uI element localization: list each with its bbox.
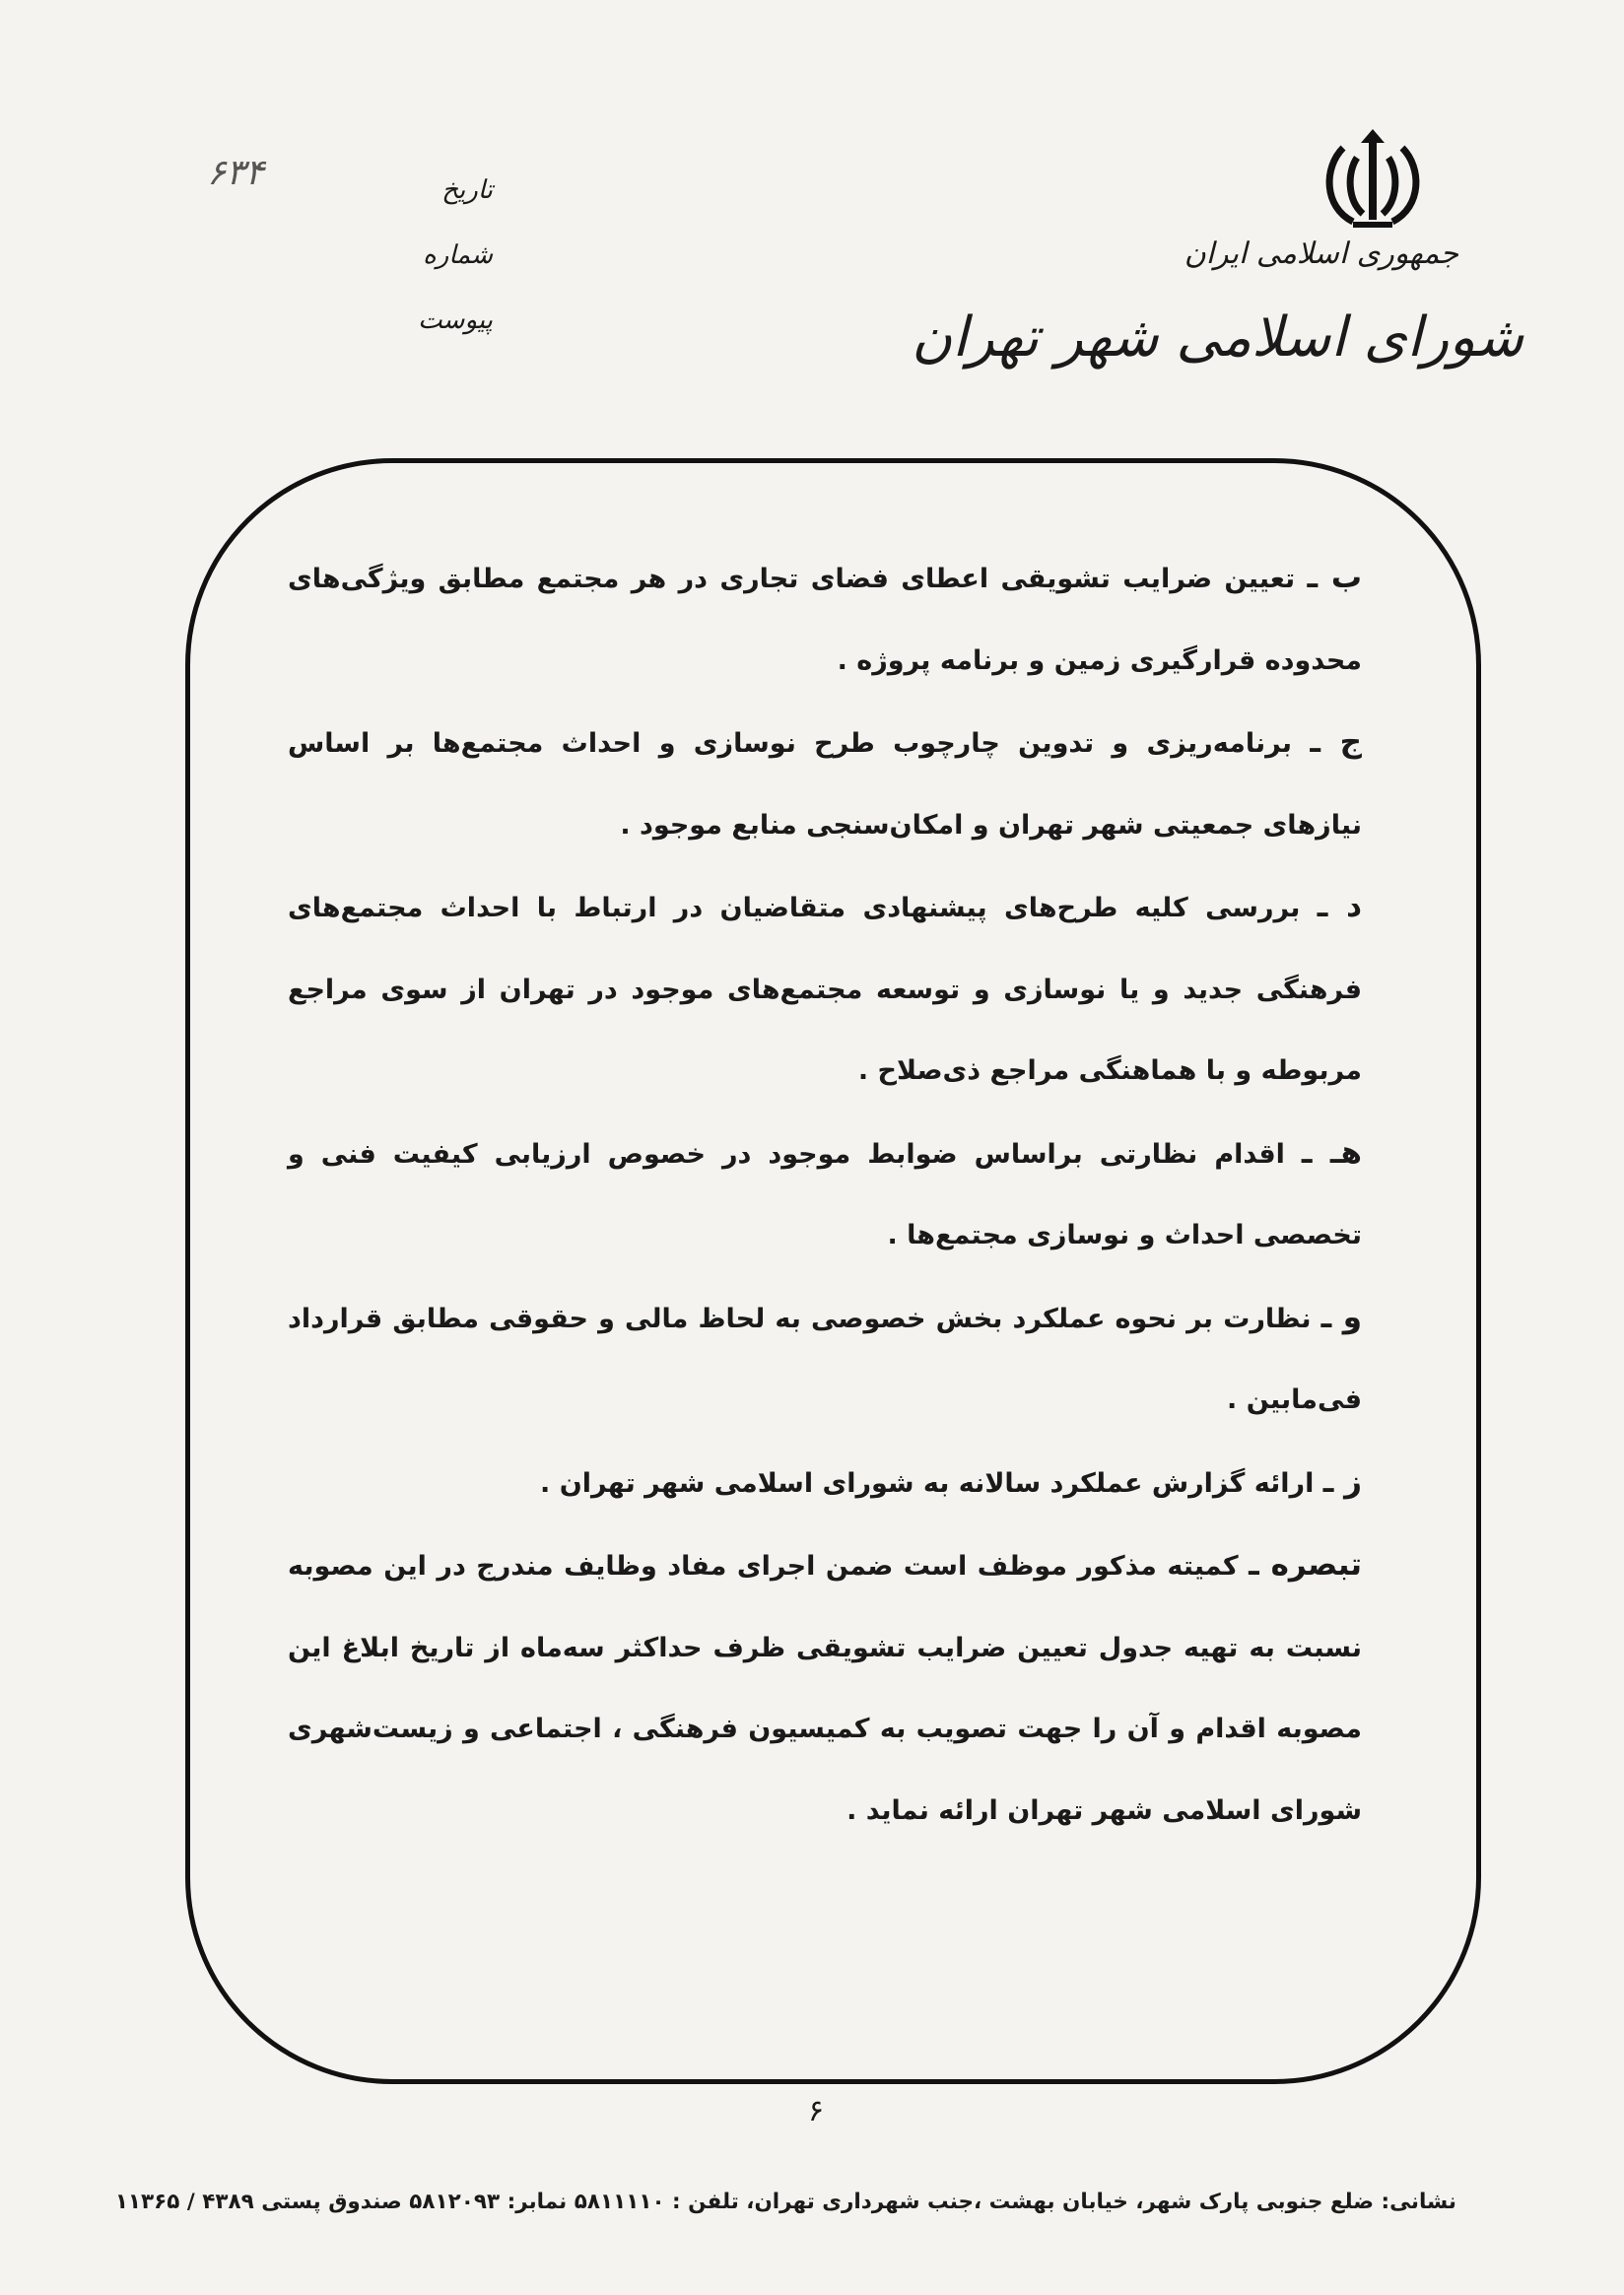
clause-text: تعیین ضرایب تشویقی اعطای فضای تجاری در هر مجتمع مطابق ویژگی‌های محدوده قرارگیری زمین و برنامه پروژه . <box>288 564 1362 676</box>
attachment-label: پیوست <box>418 305 493 335</box>
handwritten-number: ۶۳۴ <box>207 153 265 193</box>
clause-j <box>288 702 1362 866</box>
country-name: جمهوری اسلامی ایران <box>1184 236 1458 271</box>
clause-marker: هـ ـ <box>1301 1134 1362 1171</box>
clause-marker: و ـ <box>1320 1299 1362 1335</box>
clause-marker: ز ـ <box>1322 1463 1362 1500</box>
clause-text: ارائه گزارش عملکرد سالانه به شورای اسلامی شهر تهران . <box>540 1467 1323 1499</box>
clause-text: نظارت بر نحوه عملکرد بخش خصوصی به لحاظ مالی و حقوقی مطابق قرارداد فی‌مابین . <box>288 1303 1362 1415</box>
clause-h <box>288 1113 1362 1277</box>
clause-marker: د ـ <box>1317 889 1363 924</box>
clause-text: کمیته مذکور موظف است ضمن اجرای مفاد وظایف مندرج در این مصوبه نسبت به تهیه جدول تعیین ضرایب تشویقی ظرف حداکثر سه‌ماه از تاریخ ابلاغ این مصوبه اقدام و آن را جهت تصویب به کمیسیون فرهنگی ، اجتماعی و زیست‌شهری شورای اسلامی شهر تهران ارائه نماید . <box>288 1551 1362 1826</box>
clause-v <box>288 1277 1362 1442</box>
clause-marker: تبصره ـ <box>1249 1547 1362 1583</box>
iran-emblem-icon <box>1314 123 1432 241</box>
clause-text: برنامه‌ریزی و تدوین چارچوب طرح نوسازی و احداث مجتمع‌ها بر اساس نیازهای جمعیتی شهر تهران و امکان‌سنجی منابع موجود . <box>288 728 1362 841</box>
page-number: ۶ <box>808 2094 825 2128</box>
clause-text: اقدام نظارتی براساس ضوابط موجود در خصوص ارزیابی کیفیت فنی و تخصصی احداث و نوسازی مجتمع‌ها . <box>288 1138 1362 1250</box>
clause-marker: ب ـ <box>1307 560 1362 595</box>
footer-address: نشانی: ضلع جنوبی پارک شهر، خیابان بهشت ،جنب شهرداری تهران، تلفن : ۵۸۱۱۱۱۰ نمابر: ۵۸۱۲۰۹۳ صندوق پستی ۴۳۸۹ / ۱۱۳۶۵ <box>114 2190 1456 2214</box>
clause-d <box>288 866 1362 1113</box>
clause-text: بررسی کلیه طرح‌های پیشنهادی متقاضیان در ارتباط با احداث مجتمع‌های فرهنگی جدید و یا نوسازی و توسعه مجتمع‌های موجود در تهران از سوی مراجع مربوطه و با هماهنگی مراجع ذی‌صلاح . <box>288 893 1362 1086</box>
council-name: شورای اسلامی شهر تهران <box>912 305 1523 370</box>
number-label: شماره <box>423 240 493 270</box>
clause-z <box>288 1442 1362 1525</box>
clause-note <box>288 1524 1362 1852</box>
date-label: تاریخ <box>441 175 493 205</box>
letter-meta <box>414 158 493 353</box>
letter-body <box>288 537 1362 1852</box>
clause-marker: ج ـ <box>1310 724 1363 760</box>
clause-b <box>288 537 1362 702</box>
